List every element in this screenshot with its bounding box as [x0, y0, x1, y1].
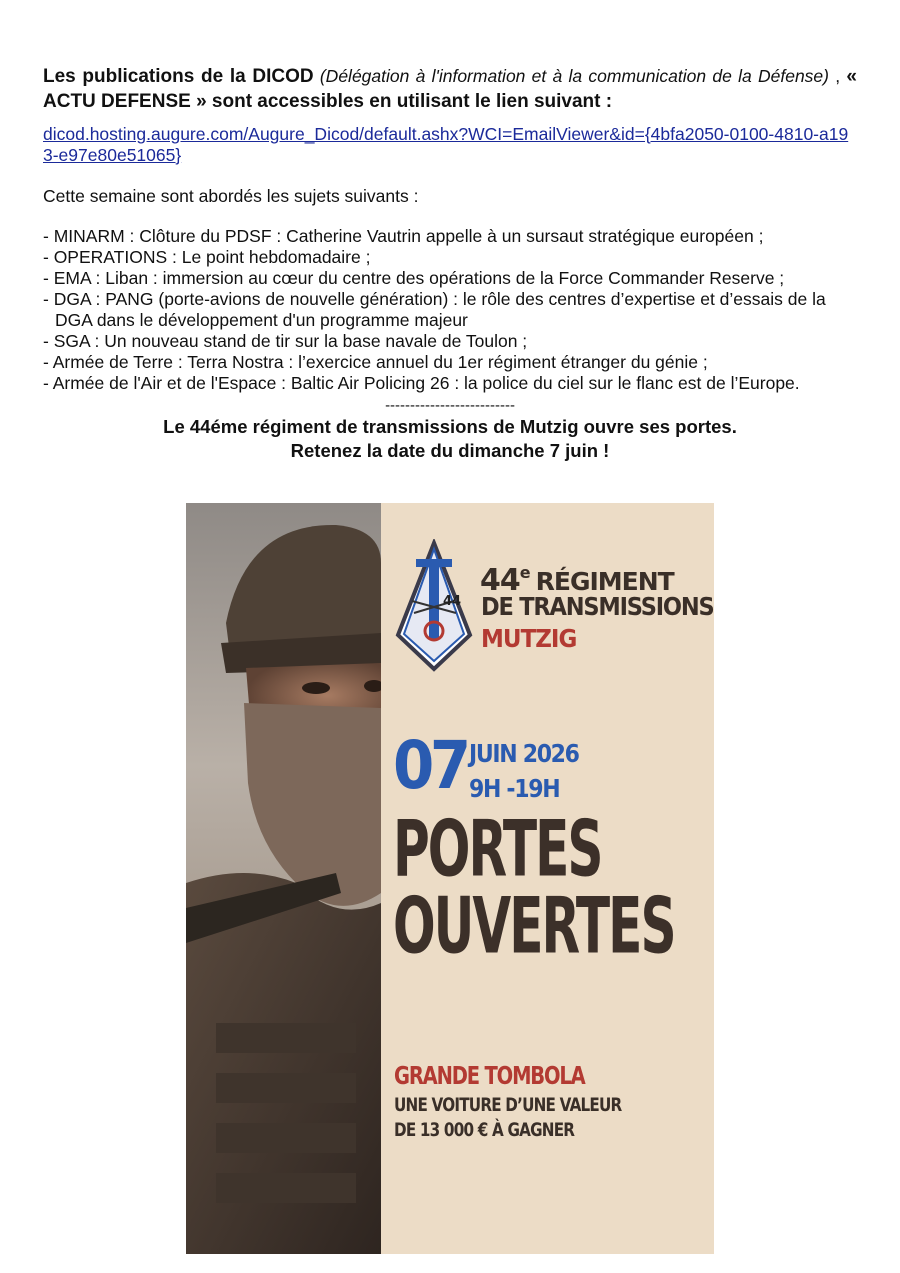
event-title-line-2: OUVERTES — [393, 879, 675, 971]
week-intro: Cette semaine sont abordés les sujets suivants : — [43, 186, 419, 206]
open-day-poster — [186, 503, 714, 1254]
event-day: 07 — [393, 727, 467, 804]
regiment-line-2: DE TRANSMISSIONS — [481, 593, 714, 622]
prize-line-1: UNE VOITURE D’UNE VALEUR — [394, 1094, 622, 1116]
intro-comma: , — [828, 66, 841, 86]
regiment-number-sup: e — [519, 563, 530, 582]
topic-item: - DGA : PANG (porte-avions de nouvelle génération) : le rôle des centres d’expertise et d’essais de la DGA dans le développement d'un programme majeur — [43, 289, 826, 330]
topics-list — [43, 226, 857, 394]
regiment-number-value: 44 — [480, 563, 520, 598]
document-body — [43, 64, 857, 463]
topic-item: - OPERATIONS : Le point hebdomadaire ; — [43, 247, 371, 267]
intro-lead: Les publications de la DICOD — [43, 66, 314, 87]
regiment-number — [480, 557, 674, 598]
regiment-city: MUTZIG — [481, 625, 577, 654]
headline-line-1: Le 44éme régiment de transmissions de Mutzig ouvre ses portes. — [163, 416, 737, 437]
event-hours: 9H -19H — [469, 774, 560, 803]
actu-defense-link[interactable]: dicod.hosting.augure.com/Augure_Dicod/default.ashx?WCI=EmailViewer&id={4bfa2050-0100-4810-a193-e97e80e51065} — [43, 124, 849, 165]
topic-item: - EMA : Liban : immersion au cœur du centre des opérations de la Force Commander Reserve ; — [43, 268, 785, 288]
event-title-line-1: PORTES — [393, 802, 602, 894]
topic-item: - Armée de Terre : Terra Nostra : l’exercice annuel du 1er régiment étranger du génie ; — [43, 352, 708, 372]
regiment-word: RÉGIMENT — [535, 567, 674, 596]
soldier-photo — [186, 503, 381, 1254]
tombola-title: GRANDE TOMBOLA — [394, 1061, 585, 1090]
prize-line-2: DE 13 000 € À GAGNER — [394, 1119, 575, 1141]
crest-number: 44 — [443, 594, 462, 609]
regiment-crest-icon — [394, 539, 474, 673]
topic-item: - Armée de l'Air et de l'Espace : Baltic Air Policing 26 : la police du ciel sur le flanc est de l’Europe. — [43, 373, 800, 393]
separator-line: -------------------------- — [385, 397, 515, 414]
intro-paragraph — [43, 64, 857, 114]
topic-item: - MINARM : Clôture du PDSF : Catherine Vautrin appelle à un sursaut stratégique européen ; — [43, 226, 764, 246]
intro-gloss: (Délégation à l'information et à la communication de la Défense) — [319, 66, 829, 86]
intro-access: « ACTU DEFENSE » sont accessibles en utilisant le lien suivant : — [43, 66, 857, 112]
topic-item: - SGA : Un nouveau stand de tir sur la base navale de Toulon ; — [43, 331, 528, 351]
event-month-year: JUIN 2026 — [469, 739, 579, 768]
headline-line-2: Retenez la date du dimanche 7 juin ! — [290, 440, 610, 461]
